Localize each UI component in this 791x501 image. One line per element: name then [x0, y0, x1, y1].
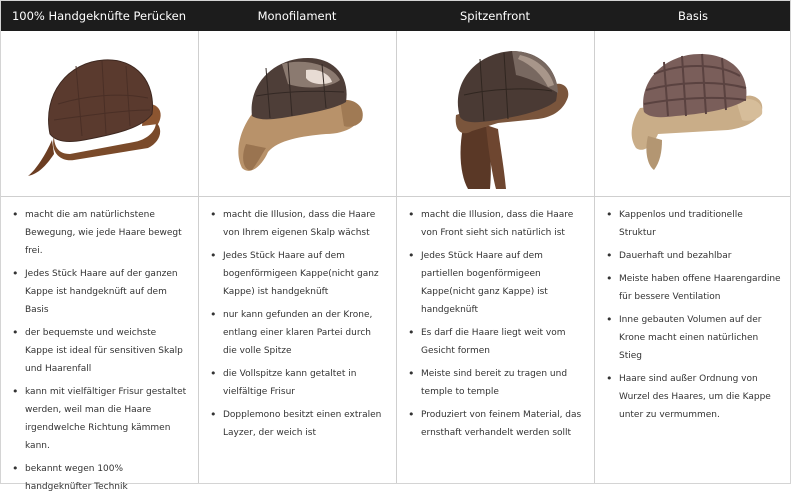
header-monofilament: Monofilament	[257, 8, 337, 23]
list-item: • macht die am natürlichstene Bewegung, wie jede Haare bewegt frei.	[12, 206, 187, 260]
list-item: • Dopplemono besitzt einen extralen Layzer, der weich ist	[210, 406, 385, 442]
list-item: • der bequemste und weichste Kappe ist ideal für sensitiven Skalp und Haarenfall	[12, 324, 187, 378]
list-item: • Jedes Stück Haare auf der ganzen Kappe ist handgeknüft auf dem Basis	[12, 265, 187, 319]
monofilament-feature-list	[210, 206, 385, 447]
monofilament-wig-image	[199, 32, 395, 196]
list-item: • bekannt wegen 100% handgeknüfter Technik	[12, 460, 187, 496]
header-basic: Basis	[677, 8, 709, 23]
header-hand-tied: 100% Handgeknüfte Perücken	[11, 8, 187, 23]
list-item: • Meiste sind bereit zu tragen und temple to temple	[408, 365, 583, 401]
list-item: • Dauerhaft und bezahlbar	[606, 247, 781, 265]
header-lace-front: Spitzenfront	[459, 8, 531, 23]
list-item: • Es darf die Haare liegt weit vom Gesicht formen	[408, 324, 583, 360]
list-item: • Meiste haben offene Haarengardine für bessere Ventilation	[606, 270, 781, 306]
list-item: • Jedes Stück Haare auf dem partiellen bogenförmigeen Kappe(nicht ganz Kappe) ist handgeknüft	[408, 247, 583, 319]
lace-front-wig-image	[397, 32, 593, 196]
row-divider	[1, 196, 790, 197]
list-item: • Produziert von feinem Material, das ernsthaft verhandelt werden sollt	[408, 406, 583, 442]
list-item: • Haare sind außer Ordnung von Wurzel des Haares, um die Kappe unter zu vermummen.	[606, 370, 781, 424]
basic-cap-wig-image	[595, 32, 791, 196]
hand-tied-wig-image	[1, 32, 197, 196]
basic-feature-list	[606, 206, 781, 429]
list-item: • die Vollspitze kann getaltet in vielfältige Frisur	[210, 365, 385, 401]
lace-front-feature-list	[408, 206, 583, 447]
list-item: • kann mit vielfältiger Frisur gestaltet werden, weil man die Haare irgendwelche Richtung kämmen kann.	[12, 383, 187, 455]
table-header	[1, 1, 790, 31]
list-item: • Inne gebauten Volumen auf der Krone macht einen natürlichen Stieg	[606, 311, 781, 365]
list-item: • macht die Illusion, dass die Haare von Front sieht sich natürlich ist	[408, 206, 583, 242]
hand-tied-feature-list	[12, 206, 187, 501]
list-item: • Kappenlos und traditionelle Struktur	[606, 206, 781, 242]
list-item: • macht die Illusion, dass die Haare von Ihrem eigenen Skalp wächst	[210, 206, 385, 242]
list-item: • Jedes Stück Haare auf dem bogenförmigeen Kappe(nicht ganz Kappe) ist handgeknüft	[210, 247, 385, 301]
list-item: • nur kann gefunden an der Krone, entlang einer klaren Partei durch die volle Spitze	[210, 306, 385, 360]
